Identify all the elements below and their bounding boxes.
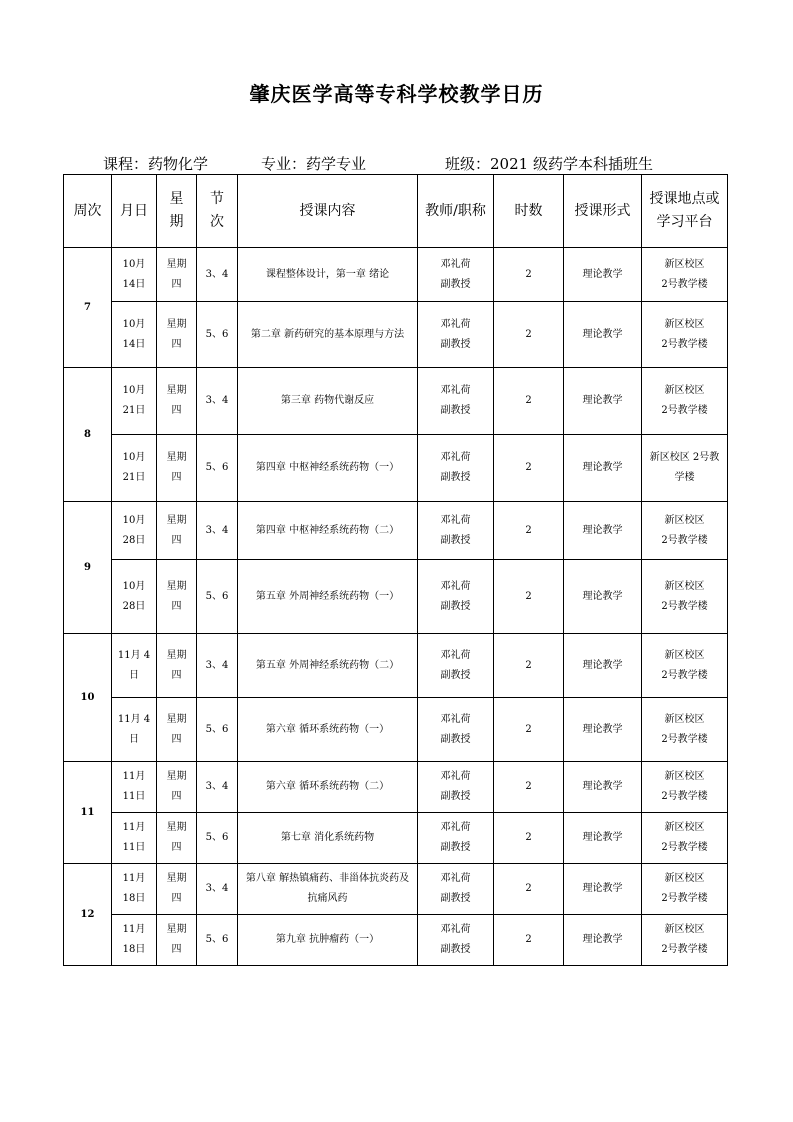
location-cell: 新区校区 2号教学楼 bbox=[642, 864, 728, 915]
weekday-cell: 星期 四 bbox=[157, 248, 197, 302]
hours-cell: 2 bbox=[494, 864, 564, 915]
location-cell: 新区校区 2号教学楼 bbox=[642, 762, 728, 813]
date-cell: 11月 4 日 bbox=[112, 634, 157, 698]
teacher-cell: 邓礼荷 副教授 bbox=[418, 698, 494, 762]
date-cell: 10月 21日 bbox=[112, 368, 157, 435]
period-cell: 3、4 bbox=[197, 864, 238, 915]
content-cell: 第八章 解热镇痛药、非甾体抗炎药及 抗痛风药 bbox=[238, 864, 418, 915]
header-teacher: 教师/职称 bbox=[418, 175, 494, 248]
teacher-cell: 邓礼荷 副教授 bbox=[418, 502, 494, 560]
teacher-cell: 邓礼荷 副教授 bbox=[418, 915, 494, 966]
date-cell: 10月 28日 bbox=[112, 560, 157, 634]
header-row bbox=[64, 175, 728, 248]
major-label: 专业：药学专业 bbox=[261, 155, 367, 173]
week-number: 7 bbox=[64, 248, 112, 368]
location-cell: 新区校区 2号教学楼 bbox=[642, 915, 728, 966]
form-cell: 理论教学 bbox=[564, 435, 642, 502]
hours-cell: 2 bbox=[494, 368, 564, 435]
period-cell: 3、4 bbox=[197, 762, 238, 813]
form-cell: 理论教学 bbox=[564, 502, 642, 560]
weekday-cell: 星期 四 bbox=[157, 302, 197, 368]
content-cell: 第五章 外周神经系统药物（二） bbox=[238, 634, 418, 698]
location-cell: 新区校区 2号教 学楼 bbox=[642, 435, 728, 502]
header-content: 授课内容 bbox=[238, 175, 418, 248]
location-cell: 新区校区 2号教学楼 bbox=[642, 368, 728, 435]
week-number: 12 bbox=[64, 864, 112, 966]
content-cell: 第六章 循环系统药物（一） bbox=[238, 698, 418, 762]
form-cell: 理论教学 bbox=[564, 302, 642, 368]
weekday-cell: 星期 四 bbox=[157, 368, 197, 435]
teacher-cell: 邓礼荷 副教授 bbox=[418, 634, 494, 698]
header-period: 节 次 bbox=[197, 175, 238, 248]
course-label: 课程：药物化学 bbox=[103, 155, 209, 173]
form-cell: 理论教学 bbox=[564, 368, 642, 435]
content-cell: 第四章 中枢神经系统药物（二） bbox=[238, 502, 418, 560]
location-cell: 新区校区 2号教学楼 bbox=[642, 560, 728, 634]
teacher-cell: 邓礼荷 副教授 bbox=[418, 248, 494, 302]
period-cell: 5、6 bbox=[197, 915, 238, 966]
location-cell: 新区校区 2号教学楼 bbox=[642, 634, 728, 698]
period-cell: 5、6 bbox=[197, 560, 238, 634]
form-cell: 理论教学 bbox=[564, 248, 642, 302]
weekday-cell: 星期 四 bbox=[157, 698, 197, 762]
content-cell: 第二章 新药研究的基本原理与方法 bbox=[238, 302, 418, 368]
date-cell: 11月 18日 bbox=[112, 915, 157, 966]
location-cell: 新区校区 2号教学楼 bbox=[642, 248, 728, 302]
weekday-cell: 星期 四 bbox=[157, 560, 197, 634]
weekday-cell: 星期 四 bbox=[157, 634, 197, 698]
table-row bbox=[64, 864, 728, 915]
header-hours: 时数 bbox=[494, 175, 564, 248]
form-cell: 理论教学 bbox=[564, 813, 642, 864]
form-cell: 理论教学 bbox=[564, 560, 642, 634]
week-number: 8 bbox=[64, 368, 112, 502]
hours-cell: 2 bbox=[494, 813, 564, 864]
hours-cell: 2 bbox=[494, 560, 564, 634]
content-cell: 第七章 消化系统药物 bbox=[238, 813, 418, 864]
date-cell: 11月 11日 bbox=[112, 813, 157, 864]
table-row bbox=[64, 248, 728, 302]
date-cell: 10月 21日 bbox=[112, 435, 157, 502]
form-cell: 理论教学 bbox=[564, 762, 642, 813]
header-form: 授课形式 bbox=[564, 175, 642, 248]
table-row bbox=[64, 435, 728, 502]
table-row bbox=[64, 502, 728, 560]
week-number: 11 bbox=[64, 762, 112, 864]
table-row bbox=[64, 813, 728, 864]
table-row bbox=[64, 698, 728, 762]
table-row bbox=[64, 762, 728, 813]
period-cell: 5、6 bbox=[197, 813, 238, 864]
hours-cell: 2 bbox=[494, 698, 564, 762]
hours-cell: 2 bbox=[494, 248, 564, 302]
hours-cell: 2 bbox=[494, 502, 564, 560]
form-cell: 理论教学 bbox=[564, 864, 642, 915]
weekday-cell: 星期 四 bbox=[157, 435, 197, 502]
date-cell: 11月 11日 bbox=[112, 762, 157, 813]
period-cell: 5、6 bbox=[197, 698, 238, 762]
date-cell: 11月 4 日 bbox=[112, 698, 157, 762]
form-cell: 理论教学 bbox=[564, 698, 642, 762]
weekday-cell: 星期 四 bbox=[157, 915, 197, 966]
teacher-cell: 邓礼荷 副教授 bbox=[418, 302, 494, 368]
period-cell: 5、6 bbox=[197, 302, 238, 368]
class-label: 班级：2021 级药学本科插班生 bbox=[445, 155, 653, 173]
teacher-cell: 邓礼荷 副教授 bbox=[418, 813, 494, 864]
content-cell: 第三章 药物代谢反应 bbox=[238, 368, 418, 435]
period-cell: 3、4 bbox=[197, 502, 238, 560]
table-row bbox=[64, 915, 728, 966]
teacher-cell: 邓礼荷 副教授 bbox=[418, 864, 494, 915]
header-date: 月日 bbox=[112, 175, 157, 248]
weekday-cell: 星期 四 bbox=[157, 864, 197, 915]
weekday-cell: 星期 四 bbox=[157, 502, 197, 560]
header-weekday: 星 期 bbox=[157, 175, 197, 248]
teacher-cell: 邓礼荷 副教授 bbox=[418, 560, 494, 634]
table-row bbox=[64, 302, 728, 368]
content-cell: 第九章 抗肿瘤药（一） bbox=[238, 915, 418, 966]
content-cell: 第五章 外周神经系统药物（一） bbox=[238, 560, 418, 634]
date-cell: 11月 18日 bbox=[112, 864, 157, 915]
form-cell: 理论教学 bbox=[564, 634, 642, 698]
table-row bbox=[64, 634, 728, 698]
hours-cell: 2 bbox=[494, 915, 564, 966]
form-cell: 理论教学 bbox=[564, 915, 642, 966]
table-row bbox=[64, 560, 728, 634]
week-number: 10 bbox=[64, 634, 112, 762]
table-body bbox=[64, 248, 728, 966]
period-cell: 3、4 bbox=[197, 634, 238, 698]
hours-cell: 2 bbox=[494, 302, 564, 368]
weekday-cell: 星期 四 bbox=[157, 813, 197, 864]
location-cell: 新区校区 2号教学楼 bbox=[642, 813, 728, 864]
table-row bbox=[64, 368, 728, 435]
teaching-calendar-table bbox=[63, 174, 728, 966]
teacher-cell: 邓礼荷 副教授 bbox=[418, 368, 494, 435]
hours-cell: 2 bbox=[494, 435, 564, 502]
date-cell: 10月 14日 bbox=[112, 248, 157, 302]
teacher-cell: 邓礼荷 副教授 bbox=[418, 435, 494, 502]
content-cell: 第六章 循环系统药物（二） bbox=[238, 762, 418, 813]
date-cell: 10月 14日 bbox=[112, 302, 157, 368]
hours-cell: 2 bbox=[494, 634, 564, 698]
header-location: 授课地点或 学习平台 bbox=[642, 175, 728, 248]
content-cell: 课程整体设计，第一章 绪论 bbox=[238, 248, 418, 302]
weekday-cell: 星期 四 bbox=[157, 762, 197, 813]
content-cell: 第四章 中枢神经系统药物（一） bbox=[238, 435, 418, 502]
period-cell: 5、6 bbox=[197, 435, 238, 502]
week-number: 9 bbox=[64, 502, 112, 634]
location-cell: 新区校区 2号教学楼 bbox=[642, 698, 728, 762]
location-cell: 新区校区 2号教学楼 bbox=[642, 502, 728, 560]
period-cell: 3、4 bbox=[197, 368, 238, 435]
page-title: 肇庆医学高等专科学校教学日历 bbox=[249, 82, 544, 106]
header-week: 周次 bbox=[64, 175, 112, 248]
hours-cell: 2 bbox=[494, 762, 564, 813]
period-cell: 3、4 bbox=[197, 248, 238, 302]
teacher-cell: 邓礼荷 副教授 bbox=[418, 762, 494, 813]
date-cell: 10月 28日 bbox=[112, 502, 157, 560]
location-cell: 新区校区 2号教学楼 bbox=[642, 302, 728, 368]
